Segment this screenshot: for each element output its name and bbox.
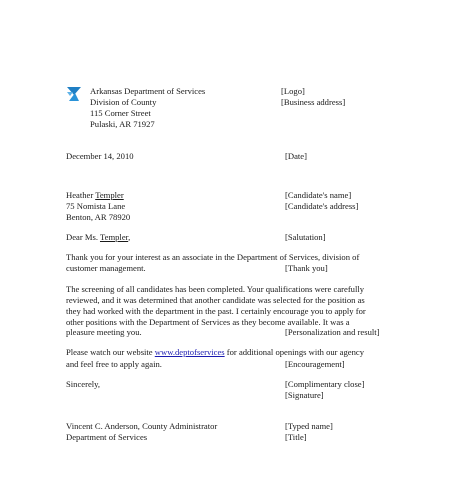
para2-line5: pleasure meeting you. <box>66 327 142 337</box>
para3-line1: Please watch our website www.deptofservices for additional openings with our agency <box>66 347 365 357</box>
personalization-tag: [Personalization and result] <box>285 327 380 337</box>
letter-date: December 14, 2010 <box>66 151 134 161</box>
typed-name-tag: [Typed name] <box>285 421 333 431</box>
complimentary-close-tag: [Complimentary close] <box>285 379 365 389</box>
para2-line1: The screening of all candidates has been completed. Your qualifications were carefully <box>66 284 365 294</box>
title-tag: [Title] <box>285 432 307 442</box>
para2-line2: reviewed, and it was determined that another candidate was selected for the position as <box>66 295 365 305</box>
recipient-name: Heather Templer <box>66 190 124 200</box>
recipient-street: 75 Nomista Lane <box>66 201 126 211</box>
sender-division: Division of County <box>90 97 157 107</box>
date-tag: [Date] <box>285 151 307 161</box>
salutation: Dear Ms. Templer, <box>66 232 131 242</box>
para2-line4: other positions with the Department of Services as they become available. It was a <box>66 317 350 327</box>
para1-line1: Thank you for your interest as an associate in the Department of Services, division of <box>66 252 360 262</box>
sender-street: 115 Corner Street <box>90 108 151 118</box>
signature-tag: [Signature] <box>285 390 324 400</box>
recipient-city: Benton, AR 78920 <box>66 212 131 222</box>
logo-tag: [Logo] <box>281 86 305 96</box>
candidate-address-tag: [Candidate's address] <box>285 201 359 211</box>
para2-line3: they had worked with the department in the past. I certainly encourage you to apply for <box>66 306 366 316</box>
thank-you-tag: [Thank you] <box>285 263 328 273</box>
website-link[interactable]: www.deptofservices <box>154 347 225 357</box>
para3-line2: and feel free to apply again. <box>66 359 162 369</box>
encouragement-tag: [Encouragement] <box>285 359 345 369</box>
sender-organization: Arkansas Department of Services <box>90 86 206 96</box>
business-address-tag: [Business address] <box>281 97 346 107</box>
para1-line2: customer management. <box>66 263 146 273</box>
candidate-name-tag: [Candidate's name] <box>285 190 352 200</box>
complimentary-close: Sincerely, <box>66 379 101 389</box>
recipient-last-name: Templer <box>95 190 124 200</box>
agency-logo-icon <box>66 86 82 102</box>
salutation-tag: [Salutation] <box>285 232 326 242</box>
typed-name: Vincent C. Anderson, County Administrator <box>66 421 218 431</box>
sender-city: Pulaski, AR 71927 <box>90 119 155 129</box>
signer-department: Department of Services <box>66 432 148 442</box>
